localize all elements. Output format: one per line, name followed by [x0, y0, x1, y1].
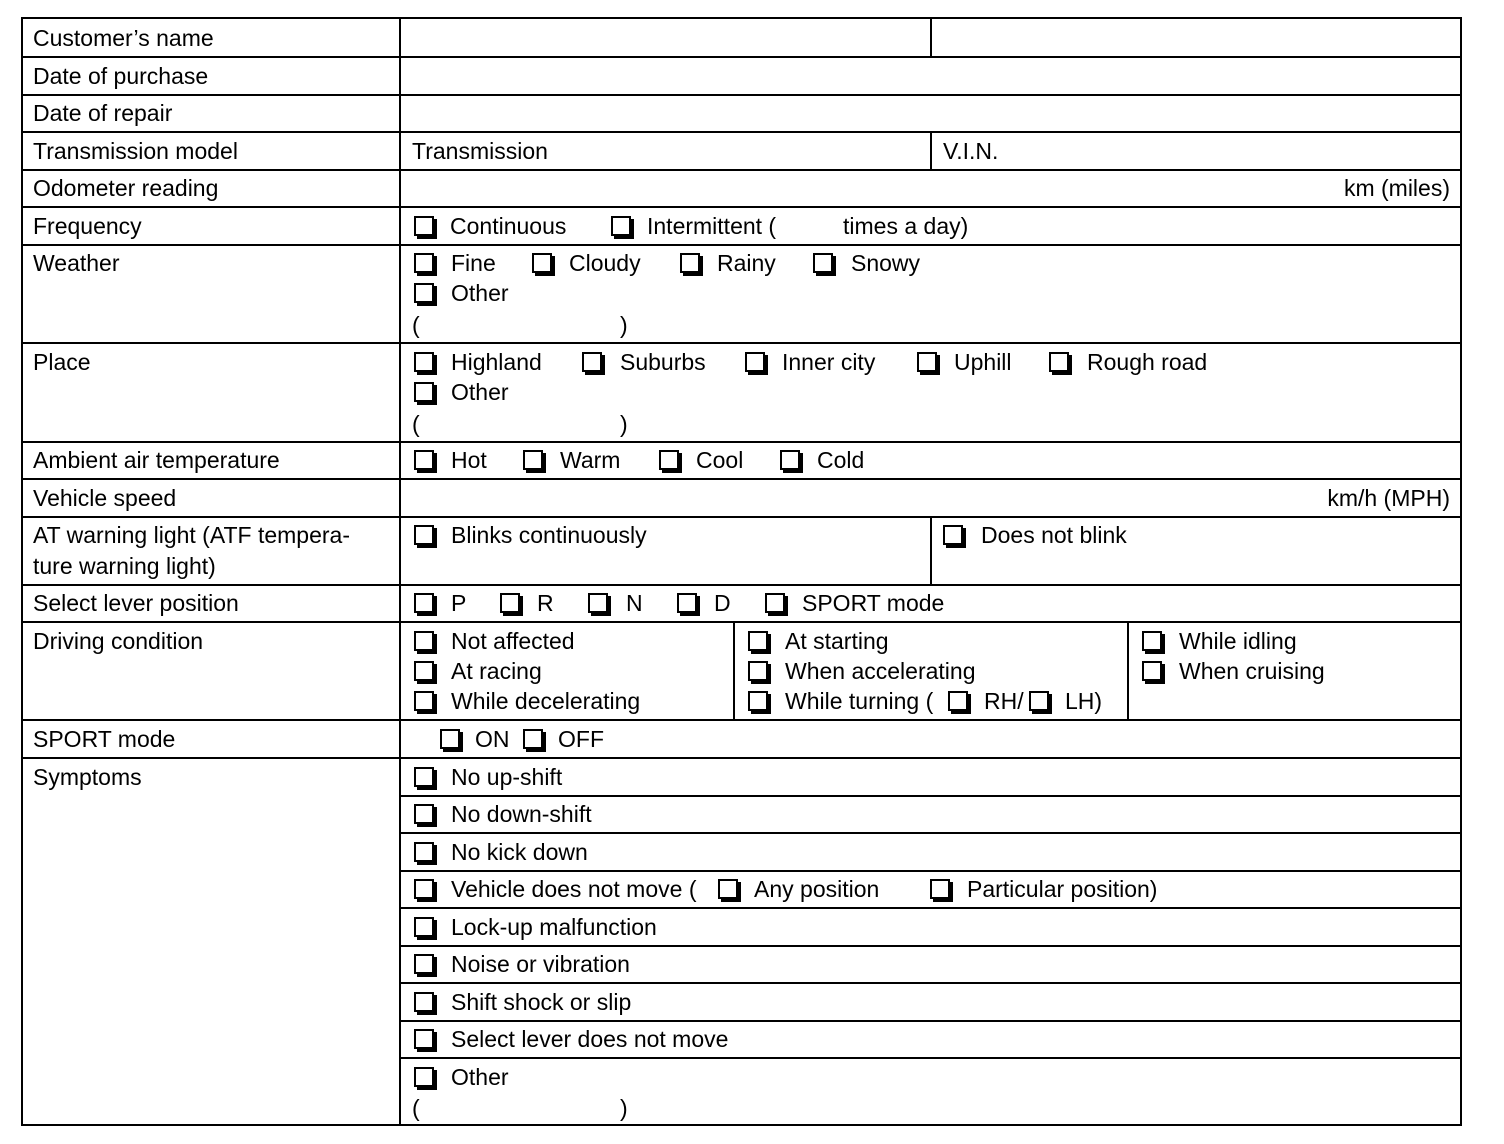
option-snowy: Snowy	[851, 250, 921, 276]
checkbox-fine[interactable]	[414, 253, 434, 273]
symptom-row-divider	[399, 832, 1460, 834]
label-frequency: Frequency	[33, 213, 142, 239]
row-divider	[23, 169, 1460, 171]
checkbox-rainy[interactable]	[680, 253, 700, 273]
option-turning-lh: LH)	[1065, 688, 1103, 714]
checkbox-does-not-blink[interactable]	[943, 525, 963, 545]
weather-other-paren-open: (	[412, 312, 420, 338]
place-other-paren-close: )	[620, 411, 628, 437]
place-other-paren-open: (	[412, 411, 420, 437]
row-divider	[23, 244, 1460, 246]
symptom-other-paren-close: )	[620, 1095, 628, 1121]
label-symptoms: Symptoms	[33, 764, 142, 790]
checkbox-not-affected[interactable]	[414, 631, 434, 651]
label-place: Place	[33, 349, 91, 375]
checkbox-while-turning[interactable]	[748, 691, 768, 711]
label-odometer-reading: Odometer reading	[33, 175, 219, 201]
symptom-other: Other	[451, 1064, 509, 1090]
label-weather: Weather	[33, 250, 120, 276]
checkbox-when-accelerating[interactable]	[748, 661, 768, 681]
checkbox-lock-up-malfunction[interactable]	[414, 917, 434, 937]
row-divider	[23, 131, 1460, 133]
symptom-row-divider	[399, 1020, 1460, 1022]
option-while-decelerating: While decelerating	[451, 688, 641, 714]
checkbox-shift-shock-or-slip[interactable]	[414, 992, 434, 1012]
checkbox-any-position[interactable]	[718, 879, 738, 899]
checkbox-place-other[interactable]	[414, 382, 434, 402]
symptom-lock-up-malfunction: Lock-up malfunction	[451, 914, 657, 940]
checkbox-lever-sport[interactable]	[765, 593, 785, 613]
symptom-row-divider	[399, 795, 1460, 797]
checkbox-weather-other[interactable]	[414, 283, 434, 303]
checkbox-rough-road[interactable]	[1049, 352, 1069, 372]
option-continuous: Continuous	[450, 213, 567, 239]
checkbox-lever-p[interactable]	[414, 593, 434, 613]
option-while-turning: While turning (	[785, 688, 934, 714]
weather-other-input[interactable]	[423, 312, 618, 338]
checkbox-lever-d[interactable]	[677, 593, 697, 613]
option-highland: Highland	[451, 349, 542, 375]
option-rainy: Rainy	[717, 250, 776, 276]
option-turning-rh: RH/	[984, 688, 1024, 714]
option-place-other: Other	[451, 379, 509, 405]
checkbox-hot[interactable]	[414, 450, 434, 470]
label-ambient-air-temperature: Ambient air temperature	[33, 447, 280, 473]
checkbox-noise-or-vibration[interactable]	[414, 954, 434, 974]
option-fine: Fine	[451, 250, 496, 276]
option-at-racing: At racing	[451, 658, 542, 684]
customer-name-input-1[interactable]	[401, 19, 928, 55]
symptom-select-lever-does-not-move: Select lever does not move	[451, 1026, 729, 1052]
row-divider	[23, 342, 1460, 344]
symptom-row-divider	[399, 982, 1460, 984]
checkbox-cool[interactable]	[659, 450, 679, 470]
checkbox-sport-on[interactable]	[440, 729, 460, 749]
option-blinks-continuously: Blinks continuously	[451, 522, 647, 548]
option-hot: Hot	[451, 447, 487, 473]
row-divider	[23, 478, 1460, 480]
checkbox-particular-position[interactable]	[930, 879, 950, 899]
option-lever-p: P	[451, 590, 467, 616]
checkbox-turning-rh[interactable]	[948, 691, 968, 711]
row-divider	[23, 516, 1460, 518]
label-date-of-purchase: Date of purchase	[33, 63, 209, 89]
option-when-accelerating: When accelerating	[785, 658, 976, 684]
checkbox-while-decelerating[interactable]	[414, 691, 434, 711]
option-weather-other: Other	[451, 280, 509, 306]
cell-divider	[1127, 621, 1129, 719]
checkbox-no-kick-down[interactable]	[414, 842, 434, 862]
checkbox-warm[interactable]	[523, 450, 543, 470]
symptom-no-up-shift: No up-shift	[451, 764, 563, 790]
checkbox-while-idling[interactable]	[1142, 631, 1162, 651]
option-lever-d: D	[714, 590, 731, 616]
option-cloudy: Cloudy	[569, 250, 641, 276]
vin-field-label: V.I.N.	[943, 138, 999, 164]
label-vehicle-speed: Vehicle speed	[33, 485, 177, 511]
option-lever-r: R	[537, 590, 554, 616]
checkbox-no-down-shift[interactable]	[414, 804, 434, 824]
option-when-cruising: When cruising	[1179, 658, 1325, 684]
symptom-row-divider	[399, 945, 1460, 947]
row-divider	[23, 621, 1460, 623]
cell-divider	[930, 131, 932, 169]
checkbox-blinks-continuously[interactable]	[414, 525, 434, 545]
option-times-a-day: times a day)	[843, 213, 969, 239]
checkbox-when-cruising[interactable]	[1142, 661, 1162, 681]
symptom-no-down-shift: No down-shift	[451, 801, 592, 827]
option-uphill: Uphill	[954, 349, 1012, 375]
checkbox-continuous[interactable]	[414, 216, 434, 236]
checkbox-inner-city[interactable]	[745, 352, 765, 372]
symptom-row-divider	[399, 870, 1460, 872]
option-while-idling: While idling	[1179, 628, 1297, 654]
option-sport-on: ON	[475, 726, 510, 752]
checkbox-symptom-other[interactable]	[414, 1067, 434, 1087]
symptom-any-position: Any position	[754, 876, 880, 902]
option-suburbs: Suburbs	[620, 349, 706, 375]
label-sport-mode: SPORT mode	[33, 726, 176, 752]
symptom-no-kick-down: No kick down	[451, 839, 588, 865]
checkbox-snowy[interactable]	[813, 253, 833, 273]
label-transmission-model: Transmission model	[33, 138, 238, 164]
checkbox-turning-lh[interactable]	[1029, 691, 1049, 711]
label-column-divider	[399, 19, 401, 1124]
checkbox-lever-r[interactable]	[500, 593, 520, 613]
place-other-input[interactable]	[423, 411, 618, 437]
checkbox-no-up-shift[interactable]	[414, 767, 434, 787]
option-lever-n: N	[626, 590, 643, 616]
odometer-unit: km (miles)	[1343, 175, 1450, 201]
symptom-vehicle-does-not-move: Vehicle does not move (	[451, 876, 697, 902]
symptom-shift-shock-or-slip: Shift shock or slip	[451, 989, 632, 1015]
checkbox-select-lever-does-not-move[interactable]	[414, 1029, 434, 1049]
vehicle-speed-unit: km/h (MPH)	[1327, 485, 1450, 511]
option-intermittent: Intermittent (	[647, 213, 777, 239]
option-cool: Cool	[696, 447, 744, 473]
cell-divider	[733, 621, 735, 719]
option-does-not-blink: Does not blink	[981, 522, 1127, 548]
symptom-other-input[interactable]	[423, 1095, 618, 1121]
customer-name-input-2[interactable]	[932, 19, 1460, 55]
checkbox-uphill[interactable]	[917, 352, 937, 372]
checkbox-sport-off[interactable]	[523, 729, 543, 749]
label-at-warning-light-line-1: AT warning light (ATF tempera-	[33, 522, 350, 548]
checkbox-cold[interactable]	[780, 450, 800, 470]
checkbox-intermittent[interactable]	[611, 216, 631, 236]
checkbox-at-starting[interactable]	[748, 631, 768, 651]
row-divider	[23, 441, 1460, 443]
weather-other-paren-close: )	[620, 312, 628, 338]
checkbox-vehicle-does-not-move[interactable]	[414, 879, 434, 899]
row-divider	[23, 584, 1460, 586]
row-divider	[23, 757, 1460, 759]
cell-divider	[930, 516, 932, 584]
row-divider	[23, 719, 1460, 721]
checkbox-cloudy[interactable]	[532, 253, 552, 273]
customer-diagnostic-worksheet	[21, 17, 1462, 1126]
option-warm: Warm	[560, 447, 621, 473]
symptom-row-divider	[399, 1057, 1460, 1059]
checkbox-highland[interactable]	[414, 352, 434, 372]
option-not-affected: Not affected	[451, 628, 575, 654]
checkbox-lever-n[interactable]	[588, 593, 608, 613]
option-rough-road: Rough road	[1087, 349, 1208, 375]
symptom-other-paren-open: (	[412, 1095, 420, 1121]
date-of-purchase-input[interactable]	[401, 58, 1460, 93]
label-at-warning-light-line-2: ture warning light)	[33, 553, 216, 579]
option-inner-city: Inner city	[782, 349, 876, 375]
symptom-particular-position: Particular position)	[967, 876, 1158, 902]
option-at-starting: At starting	[785, 628, 889, 654]
label-customer-name: Customer’s name	[33, 25, 214, 51]
option-lever-sport: SPORT mode	[802, 590, 945, 616]
checkbox-at-racing[interactable]	[414, 661, 434, 681]
symptom-noise-or-vibration: Noise or vibration	[451, 951, 630, 977]
label-date-of-repair: Date of repair	[33, 100, 173, 126]
transmission-field-label: Transmission	[412, 138, 548, 164]
label-driving-condition: Driving condition	[33, 628, 204, 654]
option-sport-off: OFF	[558, 726, 604, 752]
row-divider	[23, 206, 1460, 208]
option-cold: Cold	[817, 447, 865, 473]
symptom-row-divider	[399, 907, 1460, 909]
checkbox-suburbs[interactable]	[582, 352, 602, 372]
date-of-repair-input[interactable]	[401, 96, 1460, 130]
label-select-lever-position: Select lever position	[33, 590, 239, 616]
